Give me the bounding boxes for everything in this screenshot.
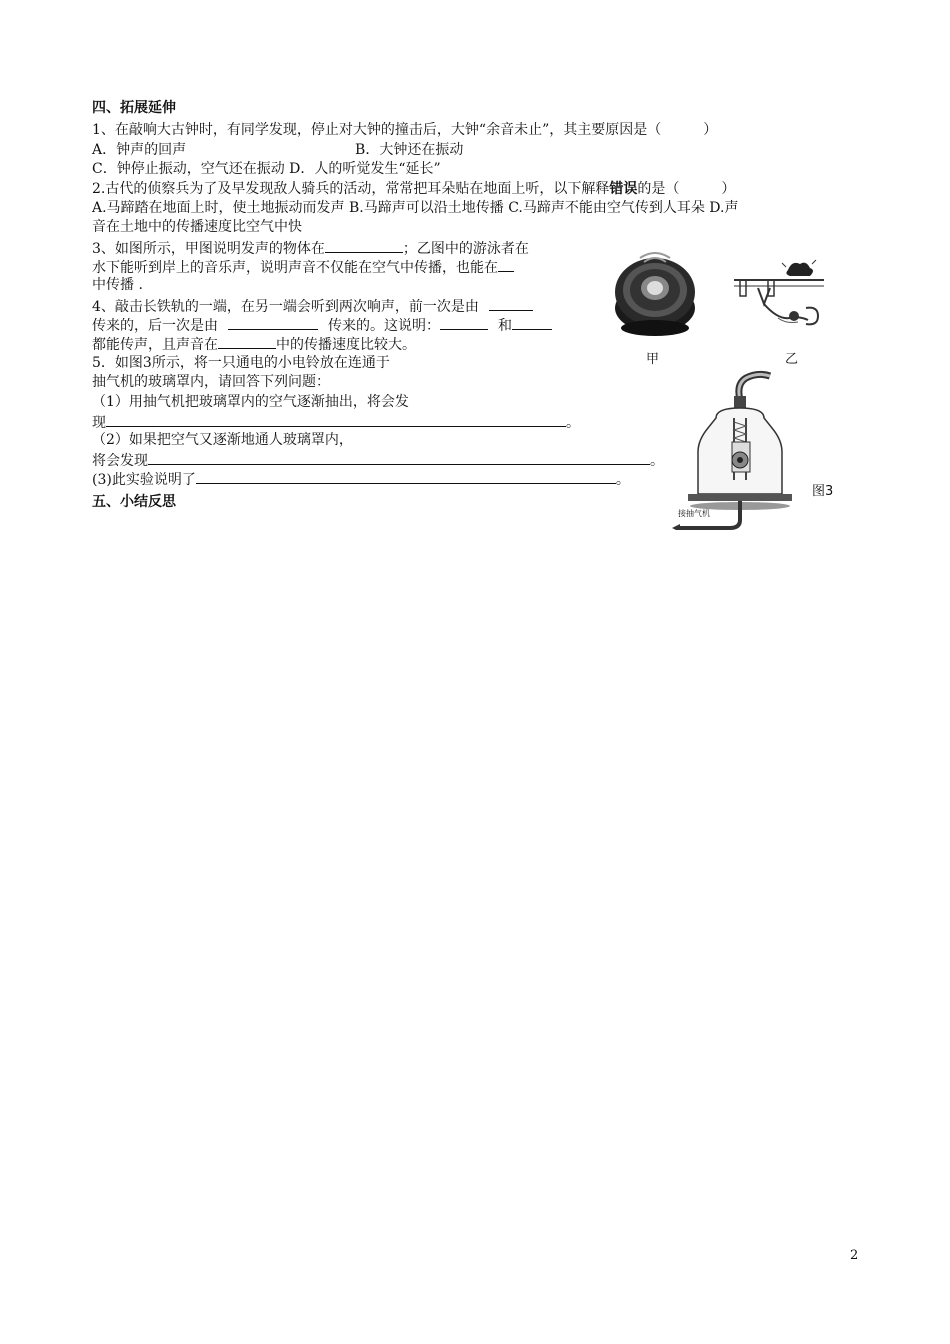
q1-options-cd: C．钟停止振动，空气还在振动 D．人的听觉发生“延长” (92, 161, 441, 177)
q4-text-d: 都能传声，且声音在 (92, 337, 218, 353)
q3-line3: 中传播 . (92, 277, 143, 293)
q1-option-b: B．大钟还在振动 (355, 142, 464, 158)
q5-part1-end: 。 (566, 415, 580, 431)
q4-line2 (92, 315, 552, 335)
q5-part3 (92, 469, 630, 489)
section-4-heading: 四、拓展延伸 (92, 100, 176, 116)
q4-line1 (92, 296, 533, 316)
q5-part2-line2 (92, 450, 664, 470)
q3-text-a: 3、如图所示，甲图说明发声的物体在 (92, 241, 325, 257)
q2-options-line1: A.马蹄踏在地面上时，使土地振动而发声 B.马蹄声可以沿土地传播 C.马蹄声不能由空气传到人耳朵 D.声 (92, 200, 739, 216)
swimmer-figure (728, 258, 828, 340)
q5-part1-text: 现 (92, 415, 106, 431)
q4-text-e: 中的传播速度比较大。 (276, 337, 416, 353)
q3-text-b: ；乙图中的游泳者在 (402, 241, 529, 257)
figure-jia-label: 甲 (646, 352, 660, 367)
speaker-figure (610, 240, 700, 340)
q5-blank-2[interactable] (148, 450, 650, 465)
q4-blank-1[interactable] (489, 296, 533, 311)
q1-option-a: A．钟声的回声 (92, 142, 187, 158)
q4-line3 (92, 334, 416, 354)
q2-stem-text: 2.古代的侦察兵为了及早发现敌人骑兵的活动，常常把耳朵贴在地面上听，以下解释 (92, 181, 610, 197)
q5-line1: 5．如图3所示，将一只通电的小电铃放在连通于 (92, 355, 390, 371)
q5-part1-line2 (92, 412, 580, 432)
figure-yi-label: 乙 (785, 352, 799, 367)
q3-line2 (92, 257, 514, 277)
q4-colon: ： (426, 318, 440, 334)
q1-options-ab (92, 141, 463, 159)
q4-blank-5[interactable] (218, 334, 276, 349)
q3-line1 (92, 238, 529, 258)
q4-and: 和 (498, 318, 512, 334)
q4-blank-4[interactable] (512, 315, 552, 330)
bell-jar-figure (670, 370, 810, 530)
q2-options-line2: 音在土地中的传播速度比空气中快 (92, 219, 302, 235)
q4-text-c: 传来的。这说明 (328, 318, 426, 334)
q4-text-b: 传来的，后一次是由 (92, 318, 218, 334)
section-5-heading: 五、小结反思 (92, 494, 176, 510)
q5-part2-line1: （2）如果把空气又逐渐地通人玻璃罩内， (92, 432, 353, 448)
bell-jar-icon (670, 370, 810, 530)
figure-3-label: 图3 (812, 484, 834, 499)
speaker-icon (610, 240, 700, 340)
q5-part1-line1: （1）用抽气机把玻璃罩内的空气逐渐抽出，将会发 (92, 394, 409, 410)
q5-part2-end: 。 (650, 453, 664, 469)
q5-part3-end: 。 (615, 472, 630, 488)
q4-blank-3[interactable] (440, 315, 488, 330)
pump-label: 接抽气机 (678, 509, 710, 518)
swimmer-icon (728, 258, 828, 340)
q2-stem (92, 180, 735, 198)
q3-blank-2[interactable] (498, 257, 514, 272)
page-number: 2 (850, 1248, 859, 1263)
q4-text-a: 4、敲击长铁轨的一端，在另一端会听到两次响声，前一次是由 (92, 299, 479, 315)
q2-stem-emphasis: 错误 (609, 181, 638, 197)
q5-line2: 抽气机的玻璃罩内，请回答下列问题： (92, 374, 330, 390)
q3-blank-1[interactable] (325, 238, 403, 253)
q5-part2-text: 将会发现 (92, 453, 148, 469)
q2-stem-end: 的是（ ） (637, 181, 736, 197)
q5-blank-3[interactable] (196, 469, 616, 484)
q1-stem: 1、在敲响大古钟时，有同学发现，停止对大钟的撞击后，大钟“余音未止”，其主要原因是（ ） (92, 122, 718, 138)
q5-part3-text: (3)此实验说明了 (92, 472, 196, 488)
q3-text-c: 水下能听到岸上的音乐声，说明声音不仅能在空气中传播，也能在 (92, 260, 498, 276)
q4-blank-2[interactable] (228, 315, 318, 330)
q5-blank-1[interactable] (106, 412, 566, 427)
